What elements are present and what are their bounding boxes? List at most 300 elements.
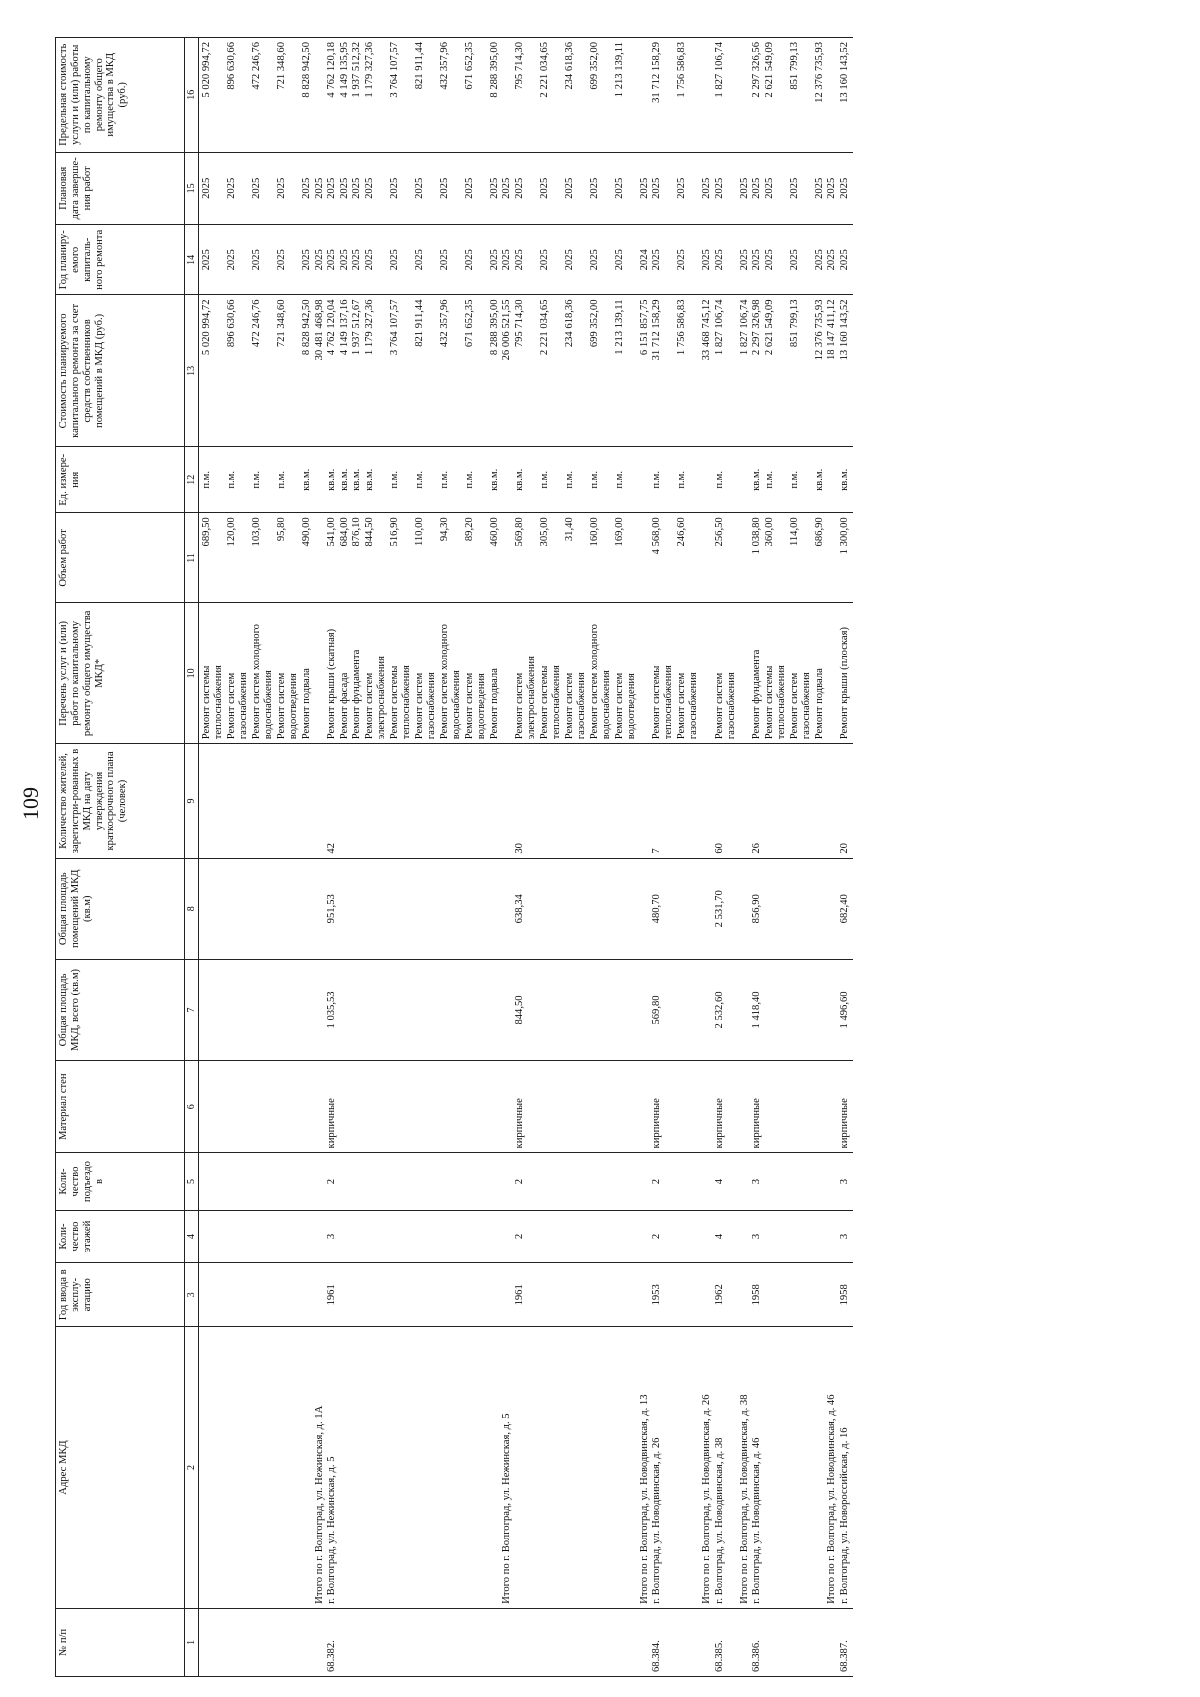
cell-n (826, 1613, 839, 1672)
cell-work: Ремонт фундамента (351, 649, 363, 740)
cell-n (414, 1613, 427, 1672)
cell-unit: кв.м. (838, 468, 850, 491)
cell-spacer (239, 42, 252, 148)
cell-spacer (689, 863, 702, 955)
cell-spacer (551, 1331, 564, 1604)
cell-spacer (776, 451, 789, 508)
cell-n (439, 1613, 452, 1672)
cell-vol: 256,50 (713, 517, 725, 547)
cell-work: Ремонт систем водоотведения (276, 672, 300, 740)
cell-spacer (401, 1331, 414, 1604)
cell-work (314, 607, 327, 739)
cell-spacer (239, 1613, 252, 1672)
cell-tot (501, 964, 514, 1056)
cell-ent (226, 1157, 239, 1205)
cell-spacer (664, 451, 677, 508)
cell-unit (739, 451, 752, 508)
cell-spacer (689, 451, 702, 508)
cell-spacer (626, 748, 639, 853)
cell-vol: 1 300,00 (838, 517, 850, 555)
cell-yr: 2025 (226, 249, 238, 271)
cell-end: 2025 (363, 177, 375, 199)
cell-mat (226, 1065, 239, 1148)
cell-work: Ремонт систем газоснабжения (226, 672, 250, 740)
cell-fl (826, 1215, 839, 1259)
cell-res (201, 748, 214, 853)
cell-cost: 4 149 137,16 (338, 299, 350, 356)
cell-fl (439, 1215, 452, 1259)
cell-mat (764, 1065, 777, 1148)
cell-end: 2025 (301, 177, 313, 199)
cell-spacer (601, 1157, 614, 1205)
cell-work: Ремонт крыши (скатная) (326, 628, 338, 740)
cell-end: 2025 (413, 177, 425, 199)
cell-res (614, 748, 627, 853)
cell-liv (351, 863, 364, 955)
column-number-13: 13 (185, 295, 199, 447)
cell-ent (501, 1157, 514, 1205)
cell-fl (539, 1215, 552, 1259)
cell-spacer (289, 1267, 302, 1322)
cell-unit (701, 451, 714, 508)
cell-unit: п.м. (788, 470, 800, 489)
cell-fl (226, 1215, 239, 1259)
cell-spacer (726, 42, 739, 148)
cell-lim: 4 149 135,95 (338, 42, 350, 98)
cell-spacer (551, 42, 564, 148)
cell-yr: 2025 (501, 249, 513, 271)
cell-spacer (776, 1065, 789, 1148)
column-number-5: 5 (185, 1153, 199, 1210)
cell-res: 20 (838, 843, 850, 854)
cell-spacer (476, 42, 489, 148)
cell-tot (639, 964, 652, 1056)
column-number-1: 1 (185, 1608, 199, 1676)
cell-end: 2025 (463, 177, 475, 199)
cell-vol (701, 517, 714, 598)
cell-liv (826, 863, 839, 955)
column-header-14: Год планиру-емого капиталь-ного ремонта (56, 225, 185, 295)
cell-n (464, 1613, 477, 1672)
cell-y (389, 1267, 402, 1322)
cell-work: Ремонт фасада (338, 672, 350, 740)
cell-fl (489, 1215, 502, 1259)
cell-addr: Итого по г. Волгоград, ул. Новодвинская, д. 46 (826, 1394, 838, 1604)
cell-unit (826, 451, 839, 508)
cell-fl (414, 1215, 427, 1259)
cell-spacer (689, 1267, 702, 1322)
cell-spacer (289, 1331, 302, 1604)
cell-ent (314, 1157, 327, 1205)
cell-tot (339, 964, 352, 1056)
cell-spacer (601, 451, 614, 508)
column-header-16: Предельная стоимость услуги и (или) работы по капитальному ремонту общего имущества в МКД (руб.) (56, 38, 185, 153)
cell-mat (539, 1065, 552, 1148)
cell-spacer (214, 1157, 227, 1205)
cell-mat (614, 1065, 627, 1148)
column-res (199, 744, 854, 858)
cell-yr: 2025 (276, 249, 288, 271)
cell-unit: кв.м. (751, 468, 763, 491)
cell-ent (489, 1157, 502, 1205)
cell-n (364, 1613, 377, 1672)
cell-end: 2025 (201, 177, 213, 199)
cell-spacer (214, 1215, 227, 1259)
cell-fl (564, 1215, 577, 1259)
cell-end: 2025 (751, 177, 763, 199)
cell-spacer (576, 229, 589, 290)
cell-unit: п.м. (463, 470, 475, 489)
cell-spacer (451, 964, 464, 1056)
cell-addr (764, 1331, 777, 1604)
cell-res (351, 748, 364, 853)
cell-spacer (264, 157, 277, 221)
cell-spacer (426, 1613, 439, 1672)
cell-spacer (776, 1331, 789, 1604)
cell-n (814, 1613, 827, 1672)
column-mat (199, 1061, 854, 1153)
cell-end: 2025 (313, 177, 325, 199)
cell-ent (539, 1157, 552, 1205)
cell-spacer (476, 517, 489, 598)
cell-tot (276, 964, 289, 1056)
cell-ent: 3 (751, 1178, 763, 1185)
column-header-9: Количество жителей, зарегистри-рованных в МКД на дату утверждения краткосрочного плана (человек) (56, 744, 185, 858)
cell-addr (564, 1331, 577, 1604)
cell-lim: 1 179 327,36 (363, 42, 375, 98)
cell-spacer (451, 1157, 464, 1205)
cell-fl (276, 1215, 289, 1259)
cell-spacer (626, 964, 639, 1056)
cell-fl (501, 1215, 514, 1259)
column-addr (199, 1327, 854, 1609)
cell-tot (314, 964, 327, 1056)
cell-tot: 1 418,40 (751, 991, 763, 1029)
cell-spacer (576, 42, 589, 148)
cell-yr: 2025 (363, 249, 375, 271)
cell-end: 2025 (613, 177, 625, 199)
cell-spacer (289, 517, 302, 598)
cell-spacer (376, 1613, 389, 1672)
cell-mat (814, 1065, 827, 1148)
cell-tot: 1 496,60 (838, 991, 850, 1029)
cell-y (301, 1267, 314, 1322)
cell-spacer (551, 1157, 564, 1205)
cell-spacer (601, 964, 614, 1056)
cell-mat (701, 1065, 714, 1148)
cell-y (564, 1267, 577, 1322)
column-work (199, 603, 854, 744)
cell-spacer (626, 1267, 639, 1322)
cell-cost: 234 618,36 (563, 299, 575, 348)
cell-res (439, 748, 452, 853)
cell-vol: 569,80 (513, 517, 525, 547)
cell-mat (439, 1065, 452, 1148)
cell-yr: 2025 (738, 249, 750, 271)
column-number-6: 6 (185, 1061, 199, 1153)
cell-res (701, 748, 714, 853)
cell-spacer (451, 300, 464, 443)
cell-spacer (776, 157, 789, 221)
cell-spacer (526, 42, 539, 148)
column-vol (199, 513, 854, 603)
cell-spacer (726, 748, 739, 853)
cell-spacer (689, 1157, 702, 1205)
cell-cost: 13 160 143,52 (838, 299, 850, 361)
cell-spacer (664, 1267, 677, 1322)
cell-spacer (726, 1215, 739, 1259)
column-number-16: 16 (185, 38, 199, 153)
cell-spacer (551, 300, 564, 443)
cell-yr: 2025 (338, 249, 350, 271)
cell-spacer (551, 451, 564, 508)
cell-end: 2025 (788, 177, 800, 199)
cell-work: Ремонт систем водоотведения (463, 672, 487, 740)
cell-spacer (664, 1157, 677, 1205)
cell-vol: 89,20 (463, 517, 475, 542)
cell-spacer (801, 300, 814, 443)
cell-spacer (776, 863, 789, 955)
cell-spacer (426, 964, 439, 1056)
cell-y: 1962 (713, 1284, 725, 1306)
cell-ent (676, 1157, 689, 1205)
cell-fl (364, 1215, 377, 1259)
cell-ent (251, 1157, 264, 1205)
cell-spacer (426, 451, 439, 508)
cell-lim: 821 911,44 (413, 42, 425, 90)
cell-addr (464, 1331, 477, 1604)
cell-spacer (289, 863, 302, 955)
cell-end: 2025 (701, 177, 713, 199)
cell-spacer (401, 451, 414, 508)
cell-mat (389, 1065, 402, 1148)
cell-n (389, 1613, 402, 1672)
cell-yr: 2025 (388, 249, 400, 271)
cell-vol: 684,00 (338, 517, 350, 547)
cell-spacer (426, 300, 439, 443)
cell-spacer (626, 1065, 639, 1148)
cell-spacer (526, 517, 539, 598)
cell-spacer (264, 748, 277, 853)
cell-liv (414, 863, 427, 955)
cell-cost: 1 937 512,67 (351, 299, 363, 356)
cell-mat (364, 1065, 377, 1148)
cell-spacer (426, 229, 439, 290)
cell-tot: 569,80 (651, 995, 663, 1025)
cell-work: Ремонт системы теплоснабжения (538, 665, 562, 740)
cell-tot (414, 964, 427, 1056)
cell-vol: 305,00 (538, 517, 550, 547)
cell-spacer (576, 157, 589, 221)
cell-spacer (726, 1267, 739, 1322)
cell-work: Ремонт системы теплоснабжения (388, 665, 412, 740)
cell-lim: 472 246,76 (251, 42, 263, 90)
repair-plan-sheet (55, 37, 853, 1677)
cell-spacer (626, 300, 639, 443)
cell-work: Ремонт систем газоснабжения (563, 672, 587, 740)
cell-liv (201, 863, 214, 955)
cell-y (814, 1267, 827, 1322)
cell-addr (789, 1331, 802, 1604)
cell-spacer (551, 1215, 564, 1259)
cell-ent: 3 (838, 1178, 850, 1185)
cell-addr: г. Волгоград, ул. Новодвинская, д. 26 (651, 1437, 663, 1604)
cell-y (789, 1267, 802, 1322)
cell-fl (614, 1215, 627, 1259)
cell-liv (676, 863, 689, 955)
cell-work: Ремонт систем холодного водоснабжения (588, 624, 612, 740)
cell-spacer (776, 748, 789, 853)
cell-cost: 12 376 735,93 (813, 299, 825, 361)
cell-tot (439, 964, 452, 1056)
cell-addr (814, 1331, 827, 1604)
column-n (199, 1608, 854, 1676)
cell-spacer (476, 1215, 489, 1259)
cell-yr: 2025 (701, 249, 713, 271)
cell-ent (339, 1157, 352, 1205)
cell-yr: 2025 (563, 249, 575, 271)
column-number-12: 12 (185, 447, 199, 513)
cell-y: 1958 (751, 1284, 763, 1306)
cell-ent (351, 1157, 364, 1205)
cell-spacer (376, 517, 389, 598)
cell-mat (276, 1065, 289, 1148)
cell-tot (351, 964, 364, 1056)
cell-spacer (401, 157, 414, 221)
cell-unit: п.м. (713, 470, 725, 489)
cell-spacer (601, 748, 614, 853)
cell-cost: 1 179 327,36 (363, 299, 375, 356)
cell-tot (676, 964, 689, 1056)
cell-addr (226, 1331, 239, 1604)
cell-spacer (264, 1613, 277, 1672)
cell-n (514, 1613, 527, 1672)
cell-yr: 2024 (638, 249, 650, 271)
cell-unit: п.м. (388, 470, 400, 489)
cell-addr (439, 1331, 452, 1604)
cell-n (564, 1613, 577, 1672)
column-header-10: Перечень услуг и (или) работ по капитальному ремонту общего имущества МКД* (56, 603, 185, 744)
cell-n (614, 1613, 627, 1672)
column-header-2: Адрес МКД (56, 1327, 185, 1609)
cell-spacer (239, 300, 252, 443)
cell-yr: 2025 (251, 249, 263, 271)
cell-work: Ремонт подвала (488, 668, 500, 740)
cell-spacer (376, 42, 389, 148)
cell-lim: 8 828 942,50 (301, 42, 313, 98)
cell-liv (314, 863, 327, 955)
cell-spacer (776, 42, 789, 148)
cell-spacer (689, 157, 702, 221)
cell-lim: 8 288 395,00 (488, 42, 500, 98)
cell-y (539, 1267, 552, 1322)
cell-n (764, 1613, 777, 1672)
cell-lim: 671 652,35 (463, 42, 475, 90)
column-liv (199, 858, 854, 959)
cell-spacer (776, 300, 789, 443)
cell-vol: 169,00 (613, 517, 625, 547)
cell-liv (614, 863, 627, 955)
column-number-14: 14 (185, 225, 199, 295)
cell-y (276, 1267, 289, 1322)
cell-end: 2025 (438, 177, 450, 199)
column-ent (199, 1153, 854, 1210)
cell-yr: 2025 (613, 249, 625, 271)
cell-ent (389, 1157, 402, 1205)
cell-spacer (664, 1613, 677, 1672)
cell-spacer (376, 1215, 389, 1259)
cell-spacer (376, 229, 389, 290)
cell-cost: 26 006 521,55 (501, 299, 513, 361)
cell-y (701, 1267, 714, 1322)
cell-vol: 114,00 (788, 517, 800, 547)
cell-lim: 31 712 158,29 (651, 42, 663, 103)
cell-tot (764, 964, 777, 1056)
cell-spacer (264, 451, 277, 508)
cell-n: 68.385. (713, 1640, 725, 1672)
cell-vol: 541,00 (326, 517, 338, 547)
cell-mat: кирпичные (513, 1098, 525, 1149)
cell-y (414, 1267, 427, 1322)
cell-spacer (801, 1267, 814, 1322)
cell-spacer (626, 451, 639, 508)
cell-res (789, 748, 802, 853)
cell-spacer (601, 863, 614, 955)
cell-yr: 2025 (826, 249, 838, 271)
cell-unit: кв.м. (351, 468, 363, 491)
cell-spacer (214, 1065, 227, 1148)
cell-unit: п.м. (538, 470, 550, 489)
cell-tot (464, 964, 477, 1056)
cell-spacer (551, 229, 564, 290)
cell-spacer (689, 300, 702, 443)
cell-addr (339, 1331, 352, 1604)
cell-spacer (426, 1267, 439, 1322)
cell-spacer (239, 1215, 252, 1259)
cell-yr: 2025 (313, 249, 325, 271)
cell-spacer (664, 517, 677, 598)
column-fl (199, 1210, 854, 1263)
cell-ent: 2 (513, 1178, 525, 1185)
cell-spacer (576, 1215, 589, 1259)
cell-addr (251, 1331, 264, 1604)
cell-spacer (626, 1157, 639, 1205)
cell-end: 2025 (738, 177, 750, 199)
cell-y (226, 1267, 239, 1322)
column-number-8: 8 (185, 858, 199, 959)
cell-ent (764, 1157, 777, 1205)
cell-spacer (576, 451, 589, 508)
cell-spacer (376, 964, 389, 1056)
cell-spacer (264, 964, 277, 1056)
cell-liv (564, 863, 577, 955)
cell-y (589, 1267, 602, 1322)
cell-spacer (239, 229, 252, 290)
cell-spacer (576, 1267, 589, 1322)
cell-yr: 2025 (838, 249, 850, 271)
cell-ent (739, 1157, 752, 1205)
cell-spacer (801, 1331, 814, 1604)
cell-spacer (376, 157, 389, 221)
cell-spacer (526, 1157, 539, 1205)
cell-spacer (726, 1613, 739, 1672)
cell-lim: 13 160 143,52 (838, 42, 850, 103)
cell-cost: 31 712 158,29 (651, 299, 663, 361)
cell-lim: 5 020 994,72 (201, 42, 213, 98)
cell-mat (351, 1065, 364, 1148)
cell-spacer (376, 1331, 389, 1604)
cell-vol: 95,80 (276, 517, 288, 542)
